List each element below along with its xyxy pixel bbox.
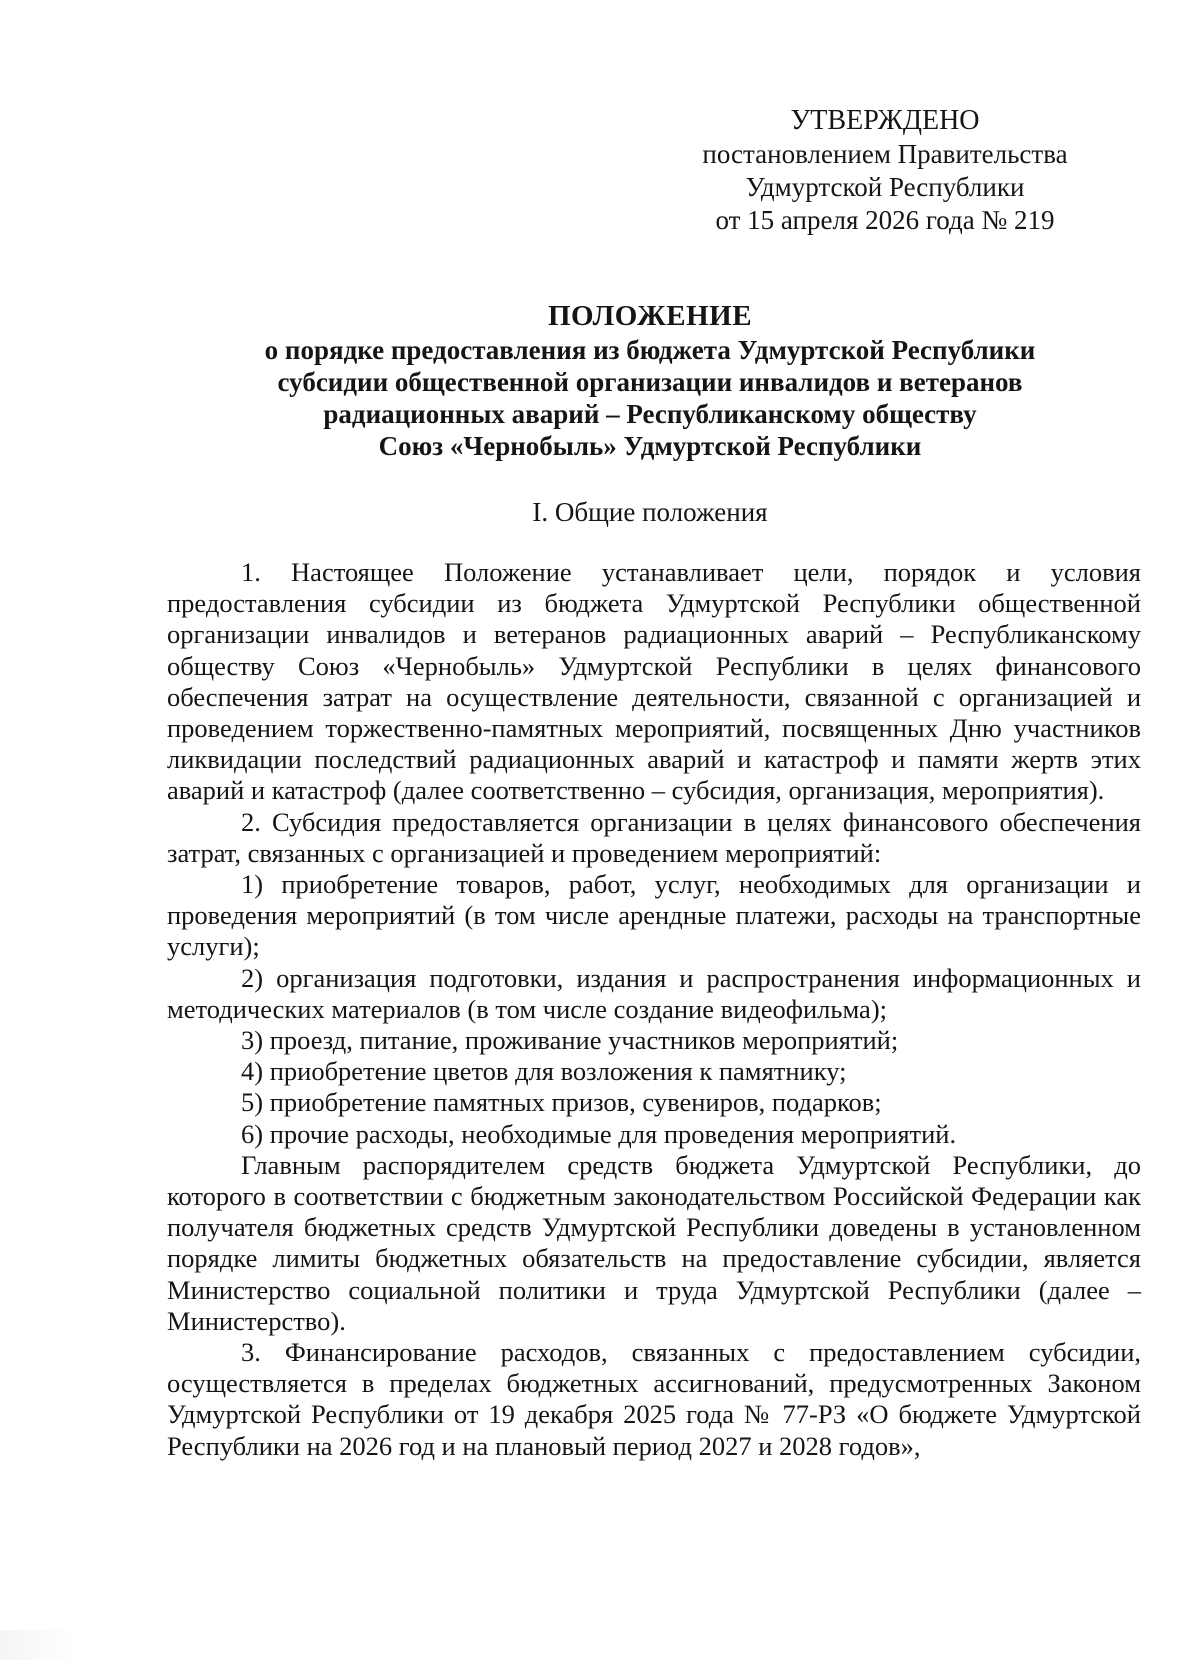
list-item-1: 1) приобретение товаров, работ, услуг, необходимых для организации и проведения мероприятий (в том числе арендные платежи, расходы на транспортные услуги); xyxy=(167,869,1141,962)
document-name: ПОЛОЖЕНИЕ xyxy=(547,300,753,332)
section-heading: I. Общие положения xyxy=(532,497,768,527)
list-item-2: 2) организация подготовки, издания и распространения информационных и методических материалов (в том числе создание видеофильма); xyxy=(167,962,1141,1024)
approval-line-3: от 15 апреля 2026 года № 219 xyxy=(715,205,1055,235)
approval-line-2: Удмуртской Республики xyxy=(745,172,1025,202)
list-item-4: 4) приобретение цветов для возложения к памятнику; xyxy=(241,1056,847,1087)
scan-artifact xyxy=(0,1630,80,1660)
title-line-2: субсидии общественной организации инвалидов и ветеранов xyxy=(277,367,1023,397)
list-item-5: 5) приобретение памятных призов, сувениров, подарков; xyxy=(241,1087,882,1118)
title-line-1: о порядке предоставления из бюджета Удмуртской Республики xyxy=(264,335,1036,365)
paragraph-3: 3. Финансирование расходов, связанных с предоставлением субсидии, осуществляется в пределах бюджетных ассигнований, предусмотренных Законом Удмуртской Республики от 19 декабря 2025 года № 77-РЗ «О бюджете Удмуртской Республики на 2026 год и на плановый период 2027 и 2028 годов», xyxy=(167,1337,1141,1461)
list-item-3: 3) проезд, питание, проживание участников мероприятий; xyxy=(241,1025,899,1056)
approval-block xyxy=(700,104,1070,237)
title-line-4: Союз «Чернобыль» Удмуртской Республики xyxy=(378,431,922,461)
paragraph-2: 2. Субсидия предоставляется организации в целях финансового обеспечения затрат, связанных с организацией и проведением мероприятий: xyxy=(167,806,1141,868)
approved-stamp-text: УТВЕРЖДЕНО xyxy=(790,105,980,136)
list-item-6: 6) прочие расходы, необходимые для проведения мероприятий. xyxy=(241,1118,957,1149)
title-line-3: радиационных аварий – Республиканскому обществу xyxy=(323,399,977,429)
body-text xyxy=(167,557,1141,1462)
document-title xyxy=(160,300,1140,462)
paragraph-1: 1. Настоящее Положение устанавливает цели, порядок и условия предоставления субсидии из бюджета Удмуртской Республики общественной организации инвалидов и ветеранов радиационных аварий – Республиканскому обществу Союз «Чернобыль» Удмуртской Республики в целях финансового обеспечения затрат на осуществление деятельности, связанной с организацией и проведением торжественно-памятных мероприятий, посвященных Дню участников ликвидации последствий радиационных аварий и катастроф и памяти жертв этих аварий и катастроф (далее соответственно – субсидия, организация, мероприятия). xyxy=(167,557,1141,806)
approval-line-1: постановлением Правительства xyxy=(702,139,1068,169)
paragraph-main-administrator: Главным распорядителем средств бюджета Удмуртской Республики, до которого в соответствии с бюджетным законодательством Российской Федерации как получателя бюджетных средств Удмуртской Республики доведены в установленном порядке лимиты бюджетных обязательств на предоставление субсидии, является Министерство социальной политики и труда Удмуртской Республики (далее – Министерство). xyxy=(167,1149,1141,1336)
